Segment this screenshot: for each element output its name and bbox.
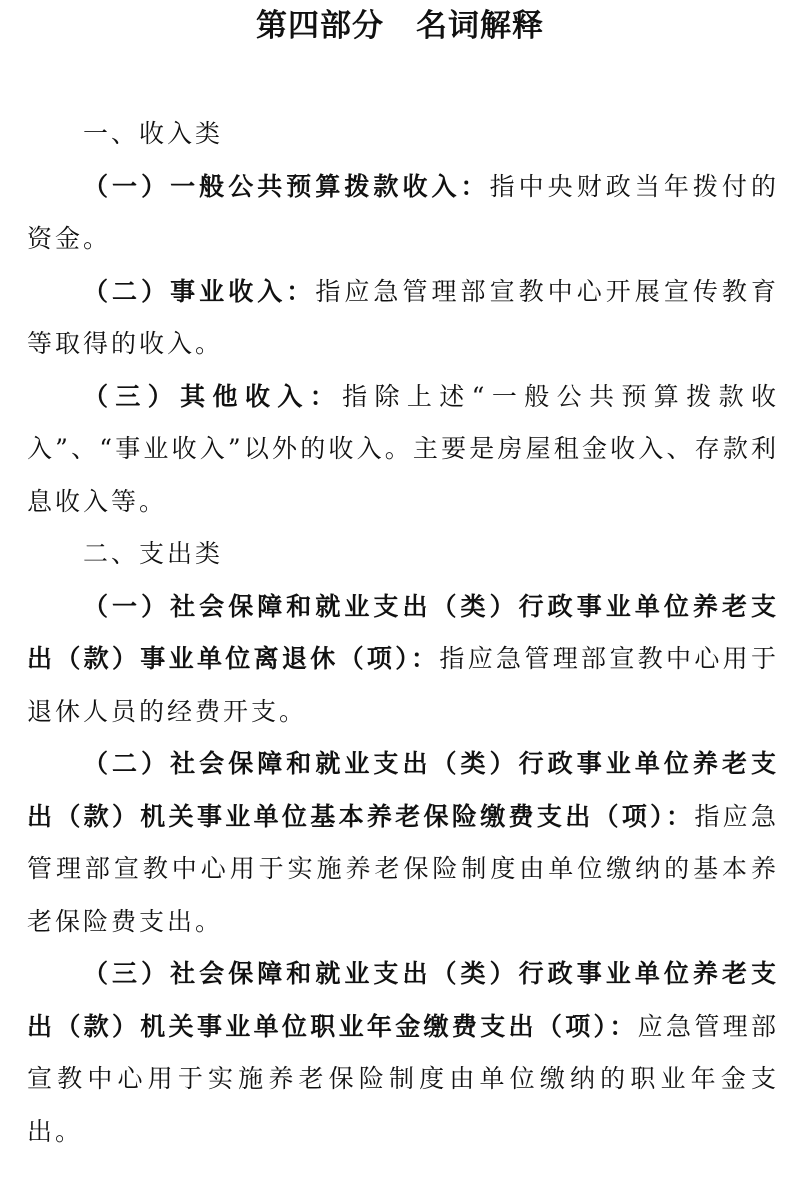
term-label: （二）社会保障和就业支出（类）行政事业单位养老支出（款）机关事业单位基本养老保险缴费支出（项）： [27,749,779,831]
term-label: （三）社会保障和就业支出（类）行政事业单位养老支出（款）机关事业单位职业年金缴费支出（项）： [27,959,779,1041]
term-label: （二）事业收入： [83,276,316,306]
section-heading-expenditure: 二、支出类 [83,539,224,568]
term-definition: 指中央财政当年拨付的资金。 [27,171,779,253]
income-item-3 [27,371,779,529]
term-label: （一）社会保障和就业支出（类）行政事业单位养老支出（款）事业单位离退休（项）： [27,591,779,673]
term-definition: 指应急管理部宣教中心用于实施养老保险制度由单位缴纳的基本养老保险费支出。 [27,801,779,936]
term-definition: 指应急管理部宣教中心用于退休人员的经费开支。 [27,644,779,726]
income-item-1 [27,161,779,266]
term-definition: 指应急管理部宣教中心开展宣传教育等取得的收入。 [27,276,779,358]
section-heading-income: 一、收入类 [83,119,224,148]
document-body [27,108,779,1158]
expenditure-item-2 [27,738,779,948]
term-definition: 指除上述“一般公共预算拨款收入”、“事业收入”以外的收入。主要是房屋租金收入、存款利息收入等。 [27,381,779,516]
term-definition: 应急管理部宣教中心用于实施养老保险制度由单位缴纳的职业年金支出。 [27,1011,779,1146]
expenditure-item-1 [27,581,779,739]
income-item-2 [27,266,779,371]
expenditure-item-3 [27,948,779,1158]
page-title: 第四部分 名词解释 [256,8,544,44]
term-label: （一）一般公共预算拨款收入： [83,171,490,201]
term-label: （三）其他收入： [83,381,343,411]
